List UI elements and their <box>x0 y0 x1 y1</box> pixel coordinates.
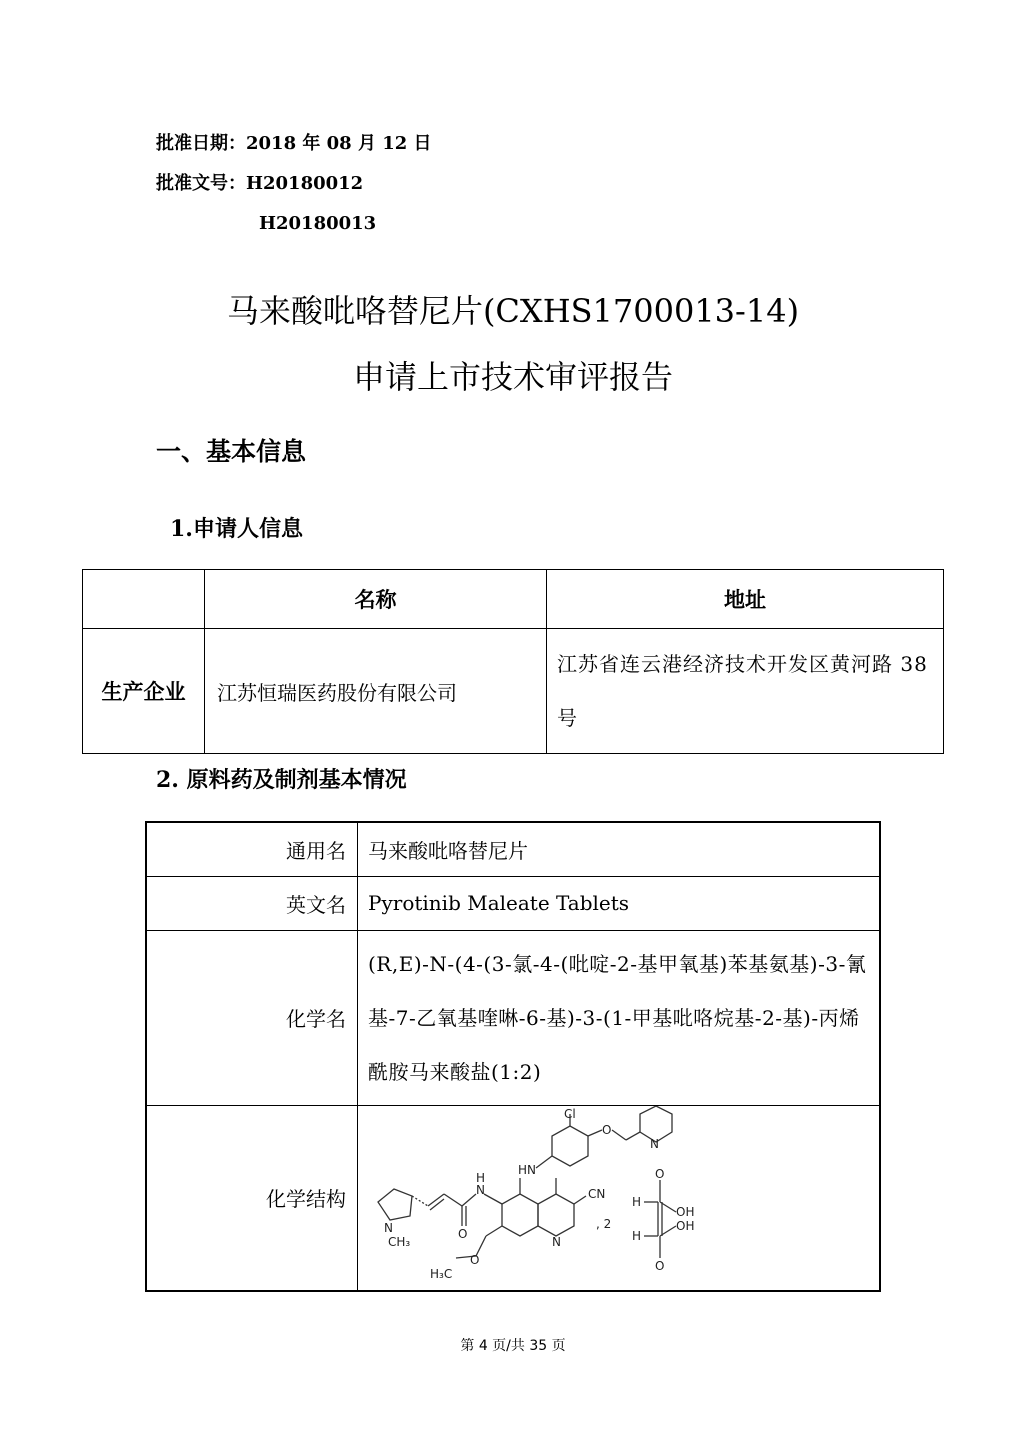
struct-label-h1: H <box>632 1194 642 1209</box>
document-title-line2: 申请上市技术审评报告 <box>352 358 673 396</box>
approval-number-value-1: H20180012 <box>246 173 364 194</box>
struct-label-n-amide: N <box>476 1182 485 1197</box>
drug-info-table <box>145 821 881 1292</box>
subsection-heading-drug-info: 2. 原料药及制剂基本情况 <box>156 767 407 793</box>
struct-label-cn: CN <box>588 1186 606 1201</box>
struct-label-o-ethoxy: O <box>470 1252 480 1267</box>
value-english-name: Pyrotinib Maleate Tablets <box>358 876 881 930</box>
struct-label-multiplier: , 2 <box>596 1216 612 1231</box>
key-generic-name: 通用名 <box>146 822 358 876</box>
struct-label-h3c: H₃C <box>430 1266 453 1281</box>
approval-number <box>156 173 363 195</box>
chemical-structure-image <box>358 1106 878 1290</box>
approval-number-value-2: H20180013 <box>259 213 377 234</box>
value-generic-name: 马来酸吡咯替尼片 <box>358 822 881 876</box>
struct-label-n-pyridine: N <box>650 1136 659 1151</box>
struct-label-o-carbonyl: O <box>458 1226 468 1241</box>
key-english-name: 英文名 <box>146 876 358 930</box>
document-title-line1: 马来酸吡咯替尼片(CXHS1700013-14) <box>226 292 800 330</box>
col-header-address: 地址 <box>547 570 944 629</box>
struct-label-ch3: CH₃ <box>388 1234 411 1249</box>
struct-label-o1: O <box>655 1166 665 1181</box>
struct-label-oh2: OH <box>676 1218 695 1233</box>
key-chemical-name: 化学名 <box>146 930 358 1105</box>
struct-label-hn: HN <box>518 1162 536 1177</box>
approval-date-value: 2018 年 08 月 12 日 <box>246 133 432 154</box>
row-label-manufacturer: 生产企业 <box>83 629 205 754</box>
struct-label-n-quinoline: N <box>552 1234 561 1249</box>
struct-label-o2: O <box>655 1258 665 1273</box>
value-chemical-name: (R,E)-N-(4-(3-氯-4-(吡啶-2-基甲氧基)苯基氨基)-3-氰基-7-乙氧基喹啉-6-基)-3-(1-甲基吡咯烷基-2-基)-丙烯酰胺马来酸盐(1:2) <box>358 930 881 1105</box>
value-chemical-structure <box>358 1105 881 1291</box>
company-address: 江苏省连云港经济技术开发区黄河路 38 号 <box>547 629 944 754</box>
struct-label-o-ether: O <box>602 1122 612 1137</box>
struct-label-h2: H <box>632 1228 642 1243</box>
table-corner-cell <box>83 570 205 629</box>
approval-number-label: 批准文号： <box>156 173 246 194</box>
approval-date <box>156 133 432 155</box>
key-chemical-structure: 化学结构 <box>146 1105 358 1291</box>
approval-date-label: 批准日期： <box>156 133 246 154</box>
struct-label-cl: Cl <box>564 1106 576 1121</box>
struct-label-oh1: OH <box>676 1204 695 1219</box>
col-header-name: 名称 <box>205 570 547 629</box>
section-heading-basic-info: 一、基本信息 <box>156 437 307 466</box>
struct-label-n-pyrrolidine: N <box>384 1220 393 1235</box>
company-name: 江苏恒瑞医药股份有限公司 <box>205 629 547 754</box>
applicant-table <box>82 569 944 754</box>
struct-label-h-amide: H <box>476 1170 486 1185</box>
subsection-heading-applicant: 1.申请人信息 <box>170 516 303 542</box>
page-footer: 第 4 页/共 35 页 <box>460 1338 566 1354</box>
